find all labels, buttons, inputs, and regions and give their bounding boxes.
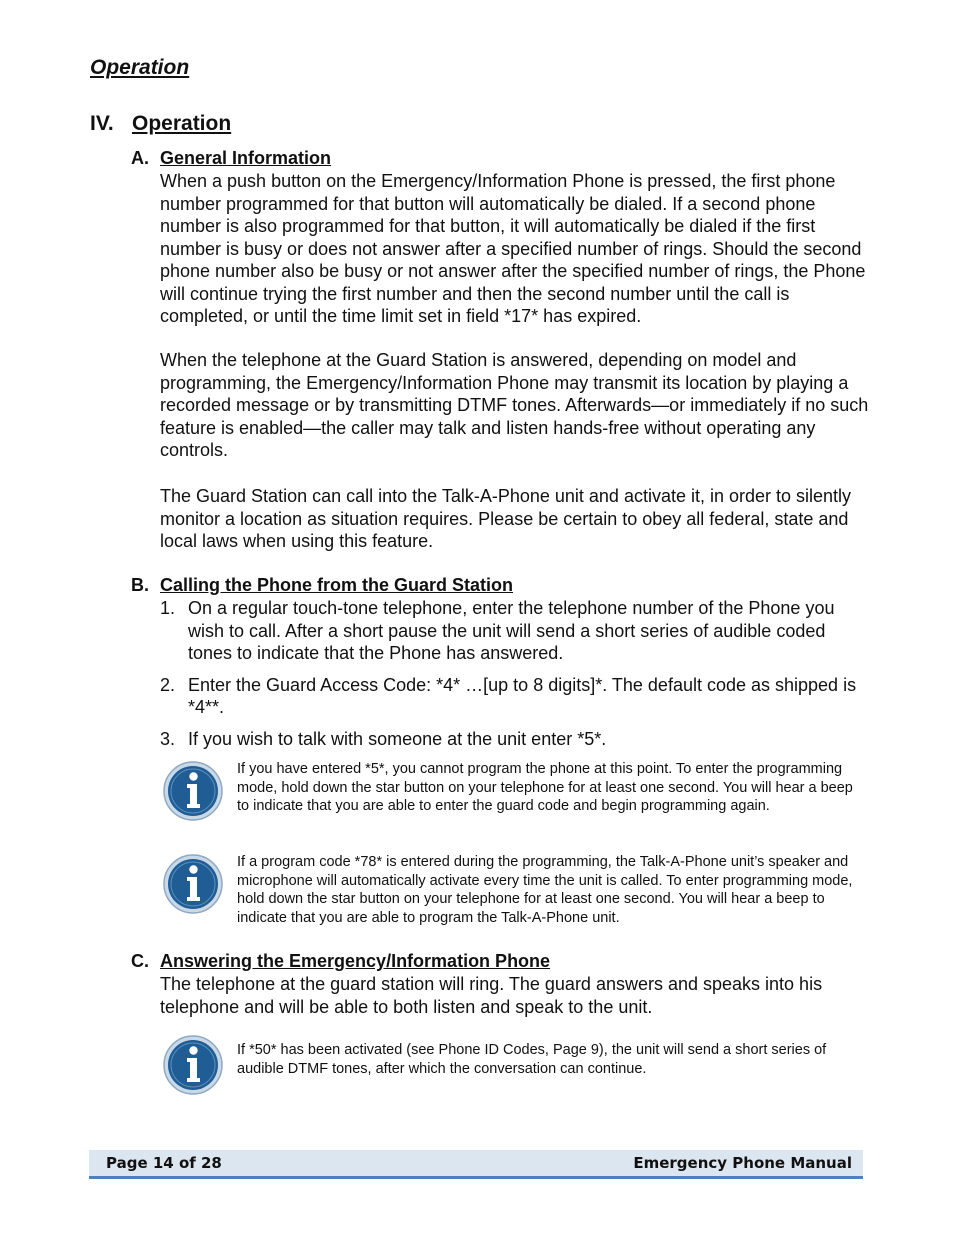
step-text: If you wish to talk with someone at the unit enter *5*. <box>188 728 607 749</box>
section-heading <box>90 112 231 136</box>
step-text: Enter the Guard Access Code: *4* …[up to 8 digits]*. The default code as shipped is *4**. <box>188 674 857 717</box>
step-text: On a regular touch-tone telephone, enter the telephone number of the Phone you wish to call. After a short pause the unit will send a short series of audible coded tones to indicate that the Phone has answered. <box>188 598 835 663</box>
general-paragraph-2: When the telephone at the Guard Station is answered, depending on model and programming, the Emergency/Information Phone may transmit its location by playing a recorded message or by transmitting DTMF tones. Afterwards—or immediately if no such feature is enabled—the caller may talk and listen hands-free without operating any controls. <box>160 350 869 460</box>
general-paragraph-1: When a push button on the Emergency/Information Phone is pressed, the first phone number programmed for that button will automatically be dialed. If a second phone number is also programmed for that button, it will automatically be dialed if the first number is busy or does not answer after a specified number of rings. Should the second phone number also be busy or not answer after the specified number of rings, the Phone will continue trying the first number and then the second number until the call is completed, or until the time limit set in field *17* has expired. <box>160 171 866 326</box>
subsection-general-heading <box>131 148 331 169</box>
subsection-letter: B. <box>131 575 149 595</box>
info-note-text: If you have entered *5*, you cannot program the phone at this point. To enter the programming mode, hold down the star button on your telephone for at least one second. You will hear a beep to indicate that you are able to enter the guard code and begin programming again. <box>237 761 853 815</box>
subsection-letter: C. <box>131 951 149 971</box>
info-icon <box>162 1034 224 1096</box>
list-item <box>160 674 870 719</box>
subsection-title: Answering the Emergency/Information Phone <box>160 951 551 971</box>
page-footer <box>89 1150 863 1179</box>
subsection-title: General Information <box>160 148 332 168</box>
list-item <box>160 597 870 665</box>
info-icon <box>162 853 224 915</box>
page-number: Page 14 of 28 <box>106 1154 222 1172</box>
step-number: 1. <box>160 598 176 618</box>
answering-paragraph: The telephone at the guard station will ring. The guard answers and speaks into his telephone and will be able to both listen and speak to the unit. <box>160 974 823 1017</box>
section-title: Operation <box>132 112 232 135</box>
step-number: 2. <box>160 674 176 695</box>
info-icon <box>162 760 224 822</box>
step-number: 3. <box>160 728 176 749</box>
subsection-title: Calling the Phone from the Guard Station <box>160 575 514 595</box>
page-header-title: Operation <box>90 56 190 79</box>
general-paragraph-3: The Guard Station can call into the Talk-A-Phone unit and activate it, in order to silently monitor a location as situation requires. Please be certain to obey all federal, state and local laws when using this feature. <box>160 486 852 551</box>
section-number: IV. <box>90 112 114 135</box>
subsection-letter: A. <box>131 148 149 168</box>
info-note-text: If a program code *78* is entered during the programming, the Talk-A-Phone unit’s speaker and microphone will automatically activate every time the unit is called. To enter programming mode, hold down the star button on your telephone for at least one second. You will hear a beep to indicate that you are able to program the Talk-A-Phone unit. <box>237 854 853 927</box>
subsection-answering-heading <box>131 951 550 972</box>
calling-steps-list <box>160 597 870 759</box>
manual-title: Emergency Phone Manual <box>633 1154 852 1172</box>
info-note-text: If *50* has been activated (see Phone ID Codes, Page 9), the unit will send a short series of audible DTMF tones, after which the conversation can continue. <box>237 1042 827 1077</box>
list-item <box>160 728 870 751</box>
subsection-calling-heading <box>131 575 513 596</box>
